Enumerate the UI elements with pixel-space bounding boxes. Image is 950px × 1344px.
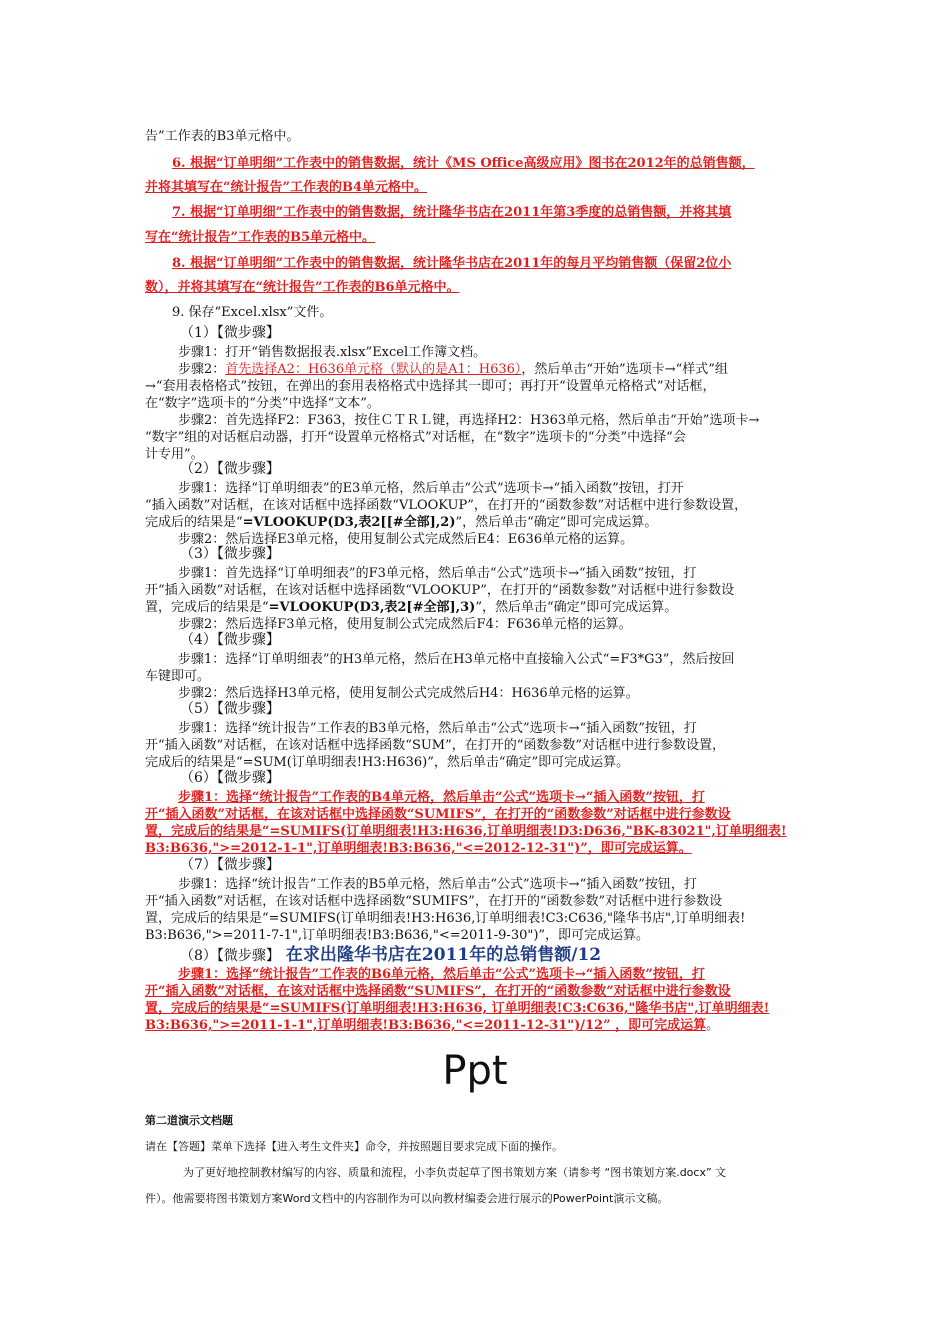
step-line: “数字”组的对话框启动器，打开“设置单元格格式”对话框，在“数字”选项卡的“分类”中选择“会 — [145, 430, 686, 445]
step-line: 在“数字”选项卡的“分类”中选择“文本”。 — [145, 396, 380, 411]
task-6-line: 6. 根据“订单明细”工作表中的销售数据，统计《MS Office高级应用》图书在2012年的总销售额， — [172, 156, 755, 171]
task-7-line: 写在“统计报告”工作表的B5单元格中。 — [145, 230, 375, 245]
step-line: 步骤2：首先选择F2：F363，按住ＣＴＲＬ键，再选择H2：H363单元格，然后单击“开始”选项卡→ — [178, 413, 760, 428]
step-line: 步骤2：然后选择E3单元格，使用复制公式完成然后E4：E636单元格的运算。 — [178, 532, 634, 547]
step-line: “插入函数”对话框，在该对话框中选择函数“VLOOKUP”，在打开的“函数参数”对话框中进行参数设置， — [145, 498, 748, 513]
step-line: 完成后的结果是“=SUM(订单明细表!H3:H636)”，然后单击“确定”即可完成运算。 — [145, 755, 630, 770]
step-line-highlight: 步骤1：选择“统计报告”工作表的B4单元格，然后单击“公式”选项卡→“插入函数”按钮，打 — [178, 790, 705, 805]
paragraph-line: 件）。他需要将图书策划方案Word文档中的内容制作为可以向教材编委会进行展示的PowerPoint演示文稿。 — [145, 1192, 669, 1205]
step-line: 步骤1：选择“订单明细表”的E3单元格，然后单击“公式”选项卡→“插入函数”按钮，打开 — [178, 481, 684, 496]
step-line-highlight: 开“插入函数”对话框，在该对话框中选择函数“SUMIFS”，在打开的“函数参数”对话框中进行参数设 — [145, 984, 731, 999]
step-heading-7: （7）【微步骤】 — [180, 857, 280, 873]
paragraph-line: 为了更好地控制教材编写的内容、质量和流程，小李负责起草了图书策划方案（请参考 “图书策划方案.docx” 文 — [183, 1166, 727, 1179]
step-line: 开“插入函数”对话框，在该对话框中选择函数“SUMIFS”，在打开的“函数参数”对话框中进行参数设 — [145, 894, 723, 909]
step-heading-2: （2）【微步骤】 — [180, 461, 280, 477]
step-text: ，然后单击“开始”选项卡→“样式”组 — [521, 362, 728, 377]
step-text: 完成后的结果是“ — [145, 515, 243, 530]
step-line: 步骤1：选择“订单明细表”的H3单元格，然后在H3单元格中直接输入公式“=F3*G3”，然后按回 — [178, 652, 735, 667]
step-text-highlight: B3:B636,">=2011-1-1",订单明细表!B3:B636,"<=2011-12-31")/12” ，即可完成运算 — [145, 1018, 707, 1033]
step-line-highlight: 步骤1：选择“统计报告”工作表的B6单元格，然后单击“公式”选项卡→“插入函数”按钮，打 — [178, 967, 705, 982]
step-text: 。 — [706, 1018, 720, 1033]
section-subtitle: 第二道演示文档题 — [145, 1114, 233, 1127]
step-line-highlight: 开“插入函数”对话框，在该对话框中选择函数“SUMIFS”，在打开的“函数参数”对话框中进行参数设 — [145, 807, 731, 822]
step-line: 置，完成后的结果是“=SUMIFS(订单明细表!H3:H636,订单明细表!C3:C636,"隆华书店",订单明细表! — [145, 911, 746, 926]
task-6-line: 并将其填写在“统计报告”工作表的B4单元格中。 — [145, 180, 427, 195]
step-heading-8 — [180, 945, 601, 966]
step-line: 计专用”。 — [145, 447, 204, 462]
step-line-highlight: 置，完成后的结果是“=SUMIFS(订单明细表!H3:H636, 订单明细表!C3:C636,"隆华书店",订单明细表! — [145, 1001, 770, 1016]
step-text: ”，然后单击“确定”即可完成运算。 — [455, 515, 658, 530]
step-line: →“套用表格格式”按钮，在弹出的套用表格格式中选择其一即可；再打开“设置单元格格式”对话框， — [145, 379, 716, 394]
step-heading-5: （5）【微步骤】 — [180, 701, 280, 717]
task-7-line: 7. 根据“订单明细”工作表中的销售数据，统计隆华书店在2011年第3季度的总销售额，并将其填 — [172, 205, 732, 220]
step-text-highlight: 首先选择A2：H636单元格（默认的是A1：H636） — [225, 362, 522, 377]
step-line-highlight: 置，完成后的结果是“=SUMIFS(订单明细表!H3:H636,订单明细表!D3:D636,"BK-83021",订单明细表! — [145, 824, 787, 839]
step-line: 步骤1：首先选择“订单明细表”的F3单元格，然后单击“公式”选项卡→“插入函数”按钮，打 — [178, 566, 697, 581]
step-line: 开“插入函数”对话框，在该对话框中选择函数“SUM”，在打开的“函数参数”对话框中进行参数设置， — [145, 738, 726, 753]
step-line: 开“插入函数”对话框，在该对话框中选择函数“VLOOKUP”，在打开的“函数参数”对话框中进行参数设 — [145, 583, 735, 598]
step-heading-note: 在求出隆华书店在2011年的总销售额/12 — [285, 945, 602, 965]
step-line: B3:B636,">=2011-7-1",订单明细表!B3:B636,"<=2011-9-30")”，即可完成运算。 — [145, 928, 650, 943]
formula-text: =VLOOKUP(D3,表2[[#全部],2) — [242, 515, 456, 530]
step-line: 步骤1：打开“销售数据报表.xlsx”Excel工作簿文档。 — [178, 345, 487, 360]
step-line: 步骤2：然后选择F3单元格，使用复制公式完成然后F4：F636单元格的运算。 — [178, 617, 632, 632]
step-text: 置，完成后的结果是“ — [145, 600, 269, 615]
step-line: 步骤1：选择“统计报告”工作表的B5单元格，然后单击“公式”选项卡→“插入函数”按钮，打 — [178, 877, 697, 892]
formula-text: =VLOOKUP(D3,表2[#全部],3) — [268, 600, 476, 615]
step-line — [145, 599, 677, 616]
task-8-line: 数），并将其填写在“统计报告”工作表的B6单元格中。 — [145, 280, 460, 295]
step-line: 车键即可。 — [145, 669, 211, 684]
step-heading-6: （6）【微步骤】 — [180, 770, 280, 786]
section-title: Ppt — [442, 1048, 508, 1094]
step-heading-4: （4）【微步骤】 — [180, 632, 280, 648]
step-text: ”，然后单击“确定”即可完成运算。 — [475, 600, 678, 615]
step-line — [145, 514, 657, 531]
step-line: 步骤1：选择“统计报告”工作表的B3单元格，然后单击“公式”选项卡→“插入函数”按钮，打 — [178, 721, 697, 736]
step-heading-3: （3）【微步骤】 — [180, 546, 280, 562]
task-9-line: 9. 保存“Excel.xlsx”文件。 — [172, 305, 333, 320]
text-line: 告”工作表的B3单元格中。 — [145, 129, 300, 144]
step-heading-1: （1）【微步骤】 — [180, 325, 280, 341]
step-heading-label: （8）【微步骤】 — [180, 948, 280, 964]
step-line: 步骤2：然后选择H3单元格，使用复制公式完成然后H4：H636单元格的运算。 — [178, 686, 639, 701]
paragraph-line: 请在【答题】菜单下选择【进入考生文件夹】命令，并按照题目要求完成下面的操作。 — [145, 1140, 563, 1153]
step-line-highlight: B3:B636,">=2012-1-1",订单明细表!B3:B636,"<=2012-12-31")”，即可完成运算。 — [145, 841, 692, 856]
step-line — [178, 361, 728, 378]
step-line — [145, 1017, 719, 1034]
task-8-line: 8. 根据“订单明细”工作表中的销售数据，统计隆华书店在2011年的每月平均销售额（保留2位小 — [172, 256, 732, 271]
step-text: 步骤2： — [178, 362, 226, 377]
